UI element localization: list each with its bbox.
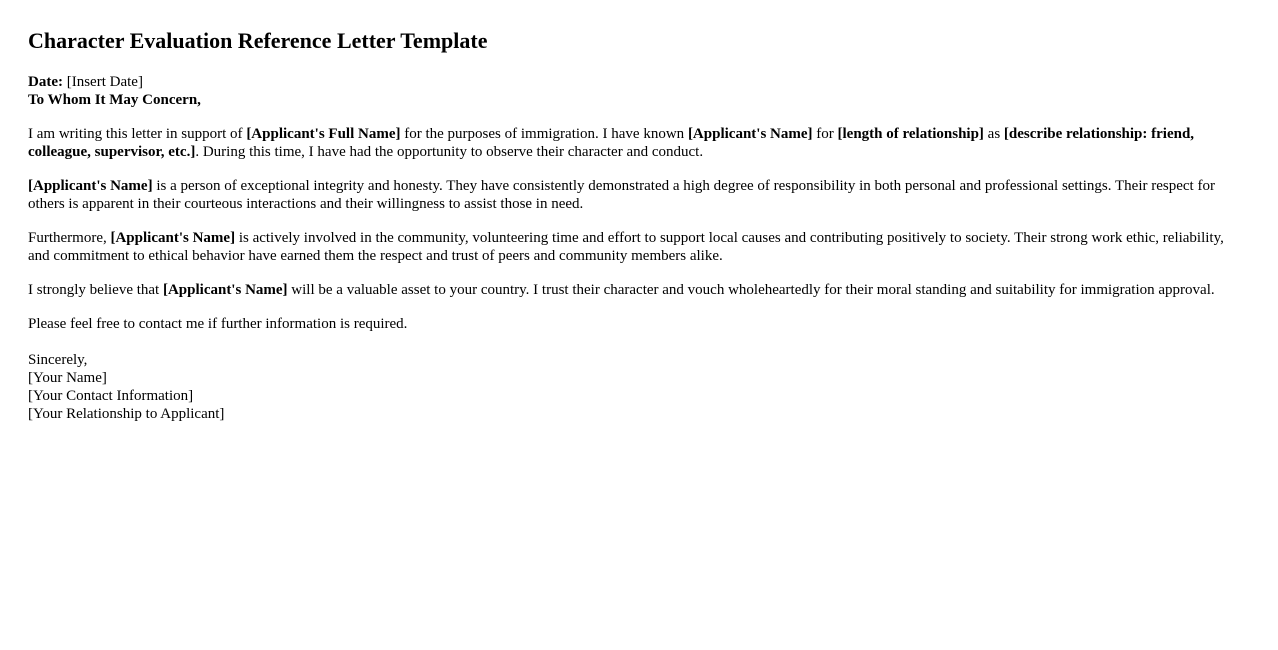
applicant-name-placeholder: [Applicant's Name] xyxy=(110,230,236,246)
paragraph-contact: Please feel free to contact me if further information is required. xyxy=(28,316,408,332)
applicant-name-placeholder: [Applicant's Name] xyxy=(28,178,153,194)
salutation xyxy=(28,91,1250,109)
date-line xyxy=(28,73,1250,91)
p3-text-2: is actively involved in the community, volunteering time and effort to support local causes and contributing positively to society. Their strong work ethic, reliability, and commitment to ethical behavior have earned them the respect and trust of peers and community members alike. xyxy=(28,230,1224,264)
p1-text-4: as xyxy=(983,126,1004,142)
salutation-text: To Whom It May Concern, xyxy=(28,92,201,108)
signature-contact: [Your Contact Information] xyxy=(28,388,194,404)
p1-text-2: for the purposes of immigration. I have known xyxy=(400,126,688,142)
closing-text: Sincerely, xyxy=(28,352,88,368)
p1-text-5: . During this time, I have had the opportunity to observe their character and conduct. xyxy=(195,144,704,160)
paragraph-community xyxy=(28,229,1243,265)
signature-block xyxy=(28,351,1250,423)
page-title: Character Evaluation Reference Letter Template xyxy=(28,28,488,53)
paragraph-endorsement xyxy=(28,281,1243,299)
signature-name: [Your Name] xyxy=(28,370,107,386)
p1-text-3: for xyxy=(812,126,838,142)
applicant-full-name-placeholder: [Applicant's Full Name] xyxy=(246,126,401,142)
date-value: [Insert Date] xyxy=(66,74,143,90)
relationship-length-placeholder: [length of relationship] xyxy=(837,126,984,142)
p1-text-1: I am writing this letter in support of xyxy=(28,126,247,142)
p3-text-1: Furthermore, xyxy=(28,230,111,246)
applicant-name-placeholder: [Applicant's Name] xyxy=(162,282,288,298)
p2-text-1: is a person of exceptional integrity and honesty. They have consistently demonstrated a high degree of responsibility in both personal and professional settings. Their respect for others is apparent in their courteous interactions and their willingness to assist those in need. xyxy=(28,178,1215,212)
applicant-name-placeholder: [Applicant's Name] xyxy=(687,126,813,142)
date-label: Date: xyxy=(28,74,63,90)
signature-relationship: [Your Relationship to Applicant] xyxy=(28,406,225,422)
relationship-description-placeholder: [describe relationship: friend, colleague, supervisor, etc.] xyxy=(28,126,1195,160)
paragraph-introduction xyxy=(28,125,1243,161)
p4-text-1: I strongly believe that xyxy=(28,282,163,298)
paragraph-integrity xyxy=(28,177,1243,213)
p4-text-2: will be a valuable asset to your country. I trust their character and vouch wholeheartedly for their moral standing and suitability for immigration approval. xyxy=(287,282,1215,298)
